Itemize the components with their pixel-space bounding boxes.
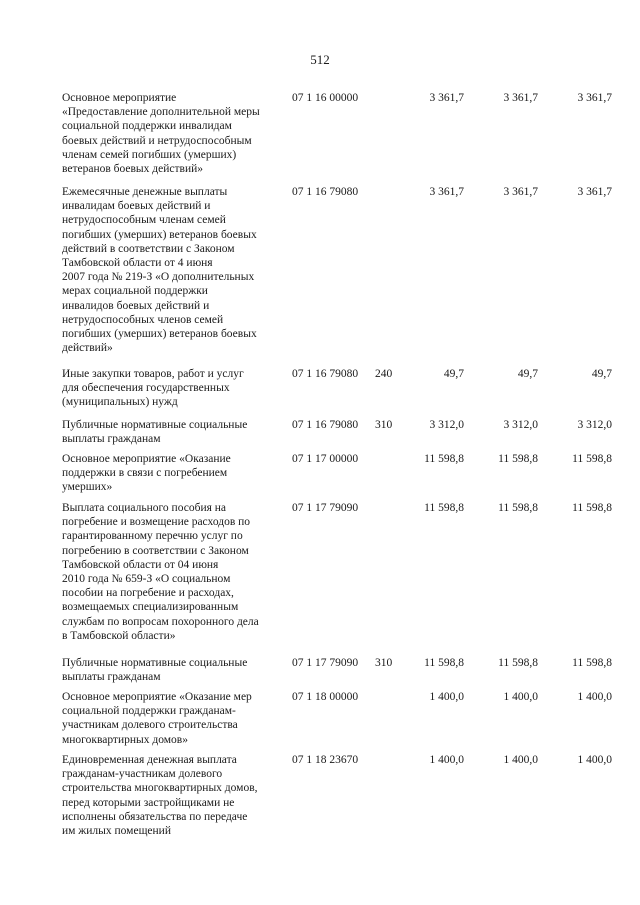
row-name-line: участникам долевого строительства — [62, 719, 238, 732]
amount-year-1: 1 400,0 — [429, 691, 464, 703]
amount-year-2: 11 598,8 — [498, 453, 538, 465]
row-name-line: 2007 года № 219-З «О дополнительных — [62, 271, 255, 284]
target-code: 07 1 16 79080 — [292, 186, 359, 198]
row-name-line: строительства многоквартирных домов, — [62, 782, 258, 795]
amount-year-2: 1 400,0 — [503, 691, 538, 703]
row-name — [62, 501, 284, 643]
expense-type-code: 310 — [375, 419, 393, 431]
row-name-line: Тамбовской области от 04 июня — [62, 558, 219, 571]
row-name-line: действий» — [62, 342, 113, 355]
expense-type-code: 240 — [375, 368, 393, 380]
row-name-line: ветеранов боевых действий» — [62, 163, 204, 176]
amount-year-1: 49,7 — [443, 368, 464, 380]
target-code: 07 1 16 79080 — [292, 368, 359, 380]
amount-year-3: 3 361,7 — [577, 186, 612, 198]
row-name-line: погибших (умерших) ветеранов боевых — [62, 328, 257, 341]
row-name-line: Публичные нормативные социальные — [62, 657, 248, 669]
row-name-line: возмещаемых специализированным — [62, 601, 239, 614]
row-name-line: погребение и возмещение расходов по — [62, 516, 251, 529]
row-name-line: Выплата социального пособия на — [62, 502, 227, 514]
amount-year-1: 3 361,7 — [429, 186, 464, 198]
amount-year-3: 49,7 — [591, 368, 612, 380]
row-name-line: перед которыми застройщиками не — [62, 796, 235, 809]
row-name-line: Единовременная денежная выплата — [62, 754, 237, 766]
row-name-line: членам семей погибших (умерших) — [62, 148, 237, 161]
row-name-line: гражданам-участникам долевого — [62, 768, 223, 781]
amount-year-1: 11 598,8 — [424, 502, 464, 514]
target-code: 07 1 16 79080 — [292, 419, 359, 431]
row-name-line: Иные закупки товаров, работ и услуг — [62, 368, 244, 380]
row-name-line: Основное мероприятие «Оказание — [62, 453, 231, 465]
row-name-line: умерших» — [62, 481, 113, 494]
row-name-line: (муниципальных) нужд — [62, 396, 178, 409]
row-name — [62, 185, 284, 355]
row-name-line: многоквартирных домов» — [62, 733, 188, 746]
row-name-line: выплаты гражданам — [62, 671, 161, 684]
amount-year-3: 3 361,7 — [577, 92, 612, 104]
row-name-line: погребению в соответствии с Законом — [62, 544, 249, 557]
amount-year-2: 3 312,0 — [503, 419, 538, 431]
row-name — [62, 367, 284, 410]
row-name — [62, 452, 284, 495]
row-name — [62, 656, 284, 684]
row-name-line: поддержки в связи с погребением — [62, 467, 228, 480]
amount-year-2: 11 598,8 — [498, 502, 538, 514]
row-name-line: пособии на погребение и расходах, — [62, 587, 234, 600]
target-code: 07 1 18 00000 — [292, 691, 359, 703]
row-name-line: им жилых помещений — [62, 825, 171, 838]
amount-year-2: 11 598,8 — [498, 657, 538, 669]
amount-year-1: 11 598,8 — [424, 657, 464, 669]
row-name-line: для обеспечения государственных — [62, 382, 230, 395]
row-name-line: «Предоставление дополнительной меры — [62, 106, 260, 119]
row-name-line: нетрудоспособных членов семей — [62, 313, 224, 326]
row-name-line: Тамбовской области от 4 июня — [62, 257, 213, 270]
amount-year-2: 3 361,7 — [503, 186, 538, 198]
row-name-line: службам по вопросам похоронного дела — [62, 615, 259, 628]
row-name — [62, 690, 284, 747]
target-code: 07 1 18 23670 — [292, 754, 359, 766]
row-name-line: социальной поддержки гражданам- — [62, 705, 236, 718]
amount-year-3: 11 598,8 — [572, 453, 612, 465]
amount-year-3: 3 312,0 — [577, 419, 612, 431]
row-name-line: гарантированному перечню услуг по — [62, 530, 243, 543]
amount-year-3: 11 598,8 — [572, 502, 612, 514]
row-name-line: Основное мероприятие — [62, 92, 177, 104]
row-name — [62, 753, 284, 838]
amount-year-1: 3 312,0 — [429, 419, 464, 431]
row-name-line: Ежемесячные денежные выплаты — [62, 186, 228, 198]
row-name-line: нетрудоспособным членам семей — [62, 214, 226, 227]
target-code: 07 1 16 00000 — [292, 92, 359, 104]
amount-year-3: 1 400,0 — [577, 691, 612, 703]
row-name-line: погибших (умерших) ветеранов боевых — [62, 228, 257, 241]
row-name-line: исполнены обязательства по передаче — [62, 810, 248, 823]
page-number: 512 — [310, 52, 330, 67]
row-name-line: Публичные нормативные социальные — [62, 419, 248, 431]
row-name-line: действий в соответствии с Законом — [62, 242, 235, 255]
row-name-line: инвалидам боевых действий и — [62, 200, 211, 213]
row-name-line: инвалидов боевых действий и — [62, 299, 210, 312]
row-name-line: 2010 года № 659-З «О социальном — [62, 573, 231, 586]
amount-year-1: 11 598,8 — [424, 453, 464, 465]
amount-year-2: 1 400,0 — [503, 754, 538, 766]
amount-year-2: 49,7 — [517, 368, 538, 380]
row-name-line: выплаты гражданам — [62, 433, 161, 446]
row-name-line: мерах социальной поддержки — [62, 285, 208, 298]
amount-year-3: 11 598,8 — [572, 657, 612, 669]
row-name-line: в Тамбовской области» — [62, 629, 176, 642]
amount-year-3: 1 400,0 — [577, 754, 612, 766]
row-name-line: Основное мероприятие «Оказание мер — [62, 691, 252, 703]
amount-year-2: 3 361,7 — [503, 92, 538, 104]
row-name-line: социальной поддержки инвалидам — [62, 120, 232, 133]
row-name — [62, 418, 284, 446]
amount-year-1: 3 361,7 — [429, 92, 464, 104]
row-name-line: боевых действий и нетрудоспособным — [62, 134, 252, 147]
target-code: 07 1 17 79090 — [292, 657, 359, 669]
target-code: 07 1 17 00000 — [292, 453, 359, 465]
amount-year-1: 1 400,0 — [429, 754, 464, 766]
target-code: 07 1 17 79090 — [292, 502, 359, 514]
expense-type-code: 310 — [375, 657, 393, 669]
row-name — [62, 91, 284, 176]
